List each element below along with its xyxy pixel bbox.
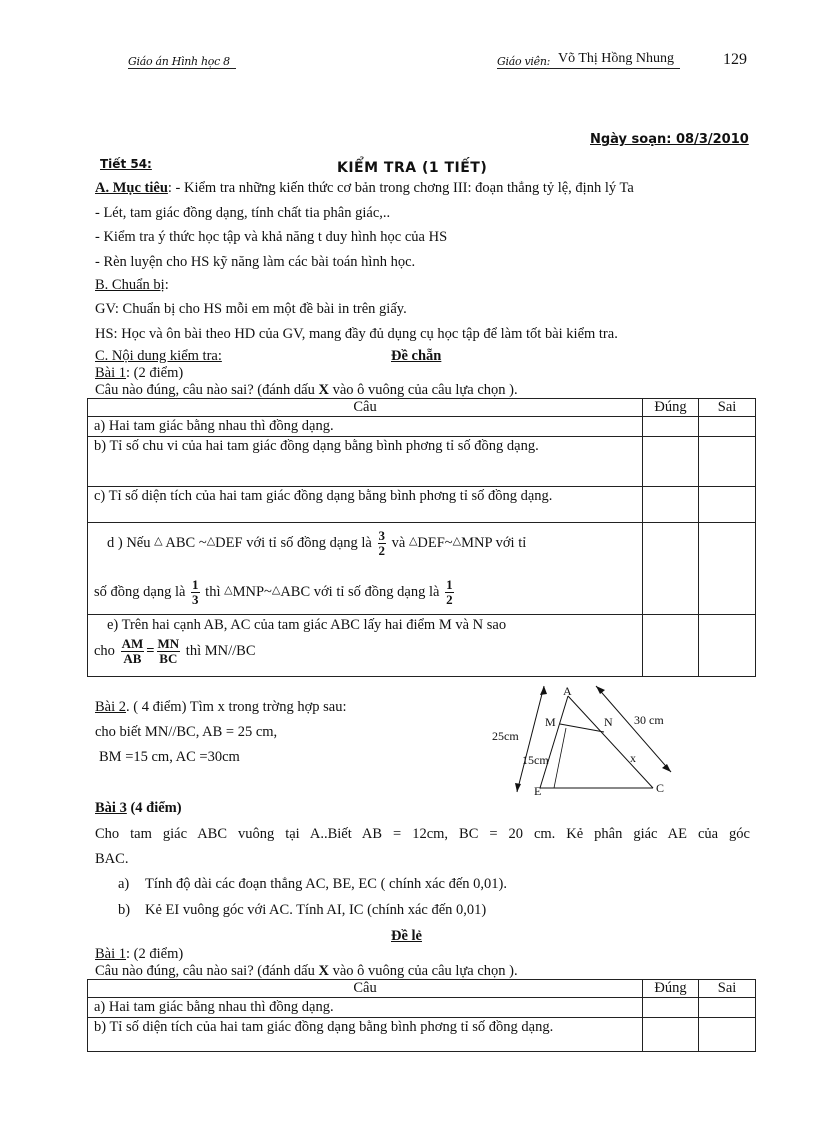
question-a: a) Hai tam giác bằng nhau thì đồng dạng. — [88, 417, 643, 437]
arrowhead-25-top — [540, 686, 547, 695]
header-teacher-label: Giáo viên: — [497, 55, 551, 68]
answer-sai-e[interactable] — [699, 615, 756, 677]
prep-gv: GV: Chuẩn bị cho HS mỗi em một đề bài in trên giấy. — [95, 301, 407, 317]
odd-col-header-sai: Sai — [699, 980, 756, 998]
question-b: b) Tỉ số chu vi của hai tam giác đồng dạng bằng bình phơng tỉ số đồng dạng. — [88, 437, 643, 487]
bai3-line-2: BAC. — [95, 851, 129, 867]
bai3-item-a-number: a) — [118, 876, 130, 892]
fraction-am-ab: $\frac{AM}{AB}$ — [121, 636, 144, 666]
col-header-dung: Đúng — [643, 399, 699, 417]
bai3-item-b: Kẻ EI vuông góc với AC. Tính AI, IC (chính xác đến 0,01) — [145, 902, 487, 918]
odd-answer-dung-a[interactable] — [643, 998, 699, 1018]
question-d — [88, 523, 643, 615]
objectives-line-4: - Rèn luyện cho HS kỹ năng làm các bài toán hình học. — [95, 254, 416, 270]
arrowhead-30-top — [596, 686, 605, 694]
page-title: KIỂM TRA (1 TIẾT) — [337, 160, 488, 176]
label-30cm: 30 cm — [634, 713, 664, 727]
prep-label: B. Chuẩn bị — [95, 277, 165, 293]
label-e: E — [534, 784, 542, 798]
bai3-item-a: Tính độ dài các đoạn thẳng AC, BE, EC ( chính xác đến 0,01). — [145, 876, 508, 892]
arrowhead-25-bottom — [515, 783, 521, 792]
side-ac — [568, 696, 653, 788]
col-header-sai: Sai — [699, 399, 756, 417]
label-n: N — [604, 715, 613, 729]
odd-answer-sai-a[interactable] — [699, 998, 756, 1018]
odd-exam-label: Đề lẻ — [391, 928, 422, 944]
bai1-odd-instruction: Câu nào đúng, câu nào sai? (đánh dấu X vào ô vuông của câu lựa chọn ). — [95, 963, 518, 979]
side-ae — [540, 696, 568, 788]
answer-dung-c[interactable] — [643, 487, 699, 523]
prep-heading: B. Chuẩn bị: — [95, 277, 169, 293]
question-e: e) Trên hai cạnh AB, AC của tam giác ABC lấy hai điểm M và N sao cho $\frac{AM}{AB}$ = $\frac{MN}{BC}$ thì MN//BC — [88, 615, 643, 677]
answer-sai-a[interactable] — [699, 417, 756, 437]
objectives-label: A. Mục tiêu — [95, 180, 168, 196]
label-m: M — [545, 715, 556, 729]
odd-answer-sai-b[interactable] — [699, 1018, 756, 1052]
odd-question-table — [87, 979, 756, 1052]
bai2-line-1: Bài 2. ( 4 điểm) Tìm x trong trờng hợp sau: — [95, 699, 347, 715]
odd-col-header-dung: Đúng — [643, 980, 699, 998]
answer-dung-b[interactable] — [643, 437, 699, 487]
prep-hs: HS: Học và ôn bài theo HD của GV, mang đầy đủ dụng cụ học tập để làm tốt bài kiểm tra. — [95, 326, 618, 342]
answer-dung-e[interactable] — [643, 615, 699, 677]
content-label: C. Nội dung kiểm tra: — [95, 348, 222, 364]
odd-answer-dung-b[interactable] — [643, 1018, 699, 1052]
odd-col-header-cau: Câu — [88, 980, 643, 998]
fraction-3-2: $\frac{3}{2}$ — [378, 528, 385, 558]
answer-sai-c[interactable] — [699, 487, 756, 523]
bai1-even-heading: Bài 1: (2 điểm) — [95, 365, 184, 381]
header-left-underline — [128, 68, 236, 69]
bai2-line-2: cho biết MN//BC, AB = 25 cm, — [95, 724, 278, 740]
odd-question-a: a) Hai tam giác bằng nhau thì đồng dạng. — [88, 998, 643, 1018]
answer-sai-b[interactable] — [699, 437, 756, 487]
header-teacher-name: Võ Thị Hồng Nhung — [558, 51, 675, 66]
bai1-odd-heading: Bài 1: (2 điểm) — [95, 946, 184, 962]
even-exam-label: Đề chẵn — [391, 348, 442, 364]
header-underline — [497, 68, 680, 69]
arrowhead-30-bottom — [662, 764, 671, 772]
label-c: C — [656, 781, 665, 795]
even-question-table — [87, 398, 756, 677]
objectives-line-3: - Kiểm tra ý thức học tập và khả năng t duy hình học của HS — [95, 229, 448, 245]
question-d-line-2: số đồng dạng là $\frac{1}{3}$ thì △MNP~△ABC với tỉ số đồng dạng là $\frac{1}{2}$ — [94, 577, 453, 607]
bai1-even-instruction: Câu nào đúng, câu nào sai? (đánh dấu X vào ô vuông của câu lựa chọn ). — [95, 382, 518, 398]
bai2-line-3: BM =15 cm, AC =30cm — [99, 749, 240, 765]
fraction-mn-bc: $\frac{MN}{BC}$ — [157, 636, 180, 666]
dimension-25cm — [517, 686, 544, 792]
lesson-number: Tiết 54: — [100, 157, 152, 171]
label-a: A — [563, 684, 572, 698]
answer-dung-a[interactable] — [643, 417, 699, 437]
answer-sai-d[interactable] — [699, 523, 756, 615]
date-line: Ngày soạn: 08/3/2010 — [590, 132, 749, 147]
objectives-line-2: - Lét, tam giác đồng dạng, tính chất tia phân giác,.. — [95, 205, 391, 221]
label-25cm: 25cm — [492, 729, 519, 743]
page-number: 129 — [723, 51, 747, 68]
triangle-figure — [488, 684, 688, 800]
label-15cm: 15cm — [522, 753, 549, 767]
fraction-1-2: $\frac{1}{2}$ — [446, 577, 453, 607]
answer-dung-d[interactable] — [643, 523, 699, 615]
bai3-line-1: Cho tam giác ABC vuông tại A..Biết AB = 12cm, BC = 20 cm. Kẻ phân giác AE của góc — [95, 826, 750, 842]
label-x: x — [630, 751, 636, 765]
bai3-item-b-number: b) — [118, 902, 131, 918]
question-d-line-1: d ) Nếu △ ABC ~△DEF với tỉ số đồng dạng là $\frac{3}{2}$ và △DEF~△MNP với tỉ — [107, 528, 527, 558]
header-left: Giáo án Hình học 8 — [128, 55, 230, 68]
bai3-heading: Bài 3 (4 điểm) — [95, 800, 182, 816]
question-c: c) Tỉ số diện tích của hai tam giác đồng dạng bằng bình phơng tỉ số đồng dạng. — [88, 487, 643, 523]
objectives-line-1: A. Mục tiêu: - Kiểm tra những kiến thức cơ bản trong chơng III: đoạn thẳng tỷ lệ, định lý Ta — [95, 180, 634, 196]
fraction-1-3: $\frac{1}{3}$ — [192, 577, 199, 607]
odd-question-b: b) Tỉ số diện tích của hai tam giác đồng dạng bằng bình phơng tỉ số đồng dạng. — [88, 1018, 643, 1052]
col-header-cau: Câu — [88, 399, 643, 417]
